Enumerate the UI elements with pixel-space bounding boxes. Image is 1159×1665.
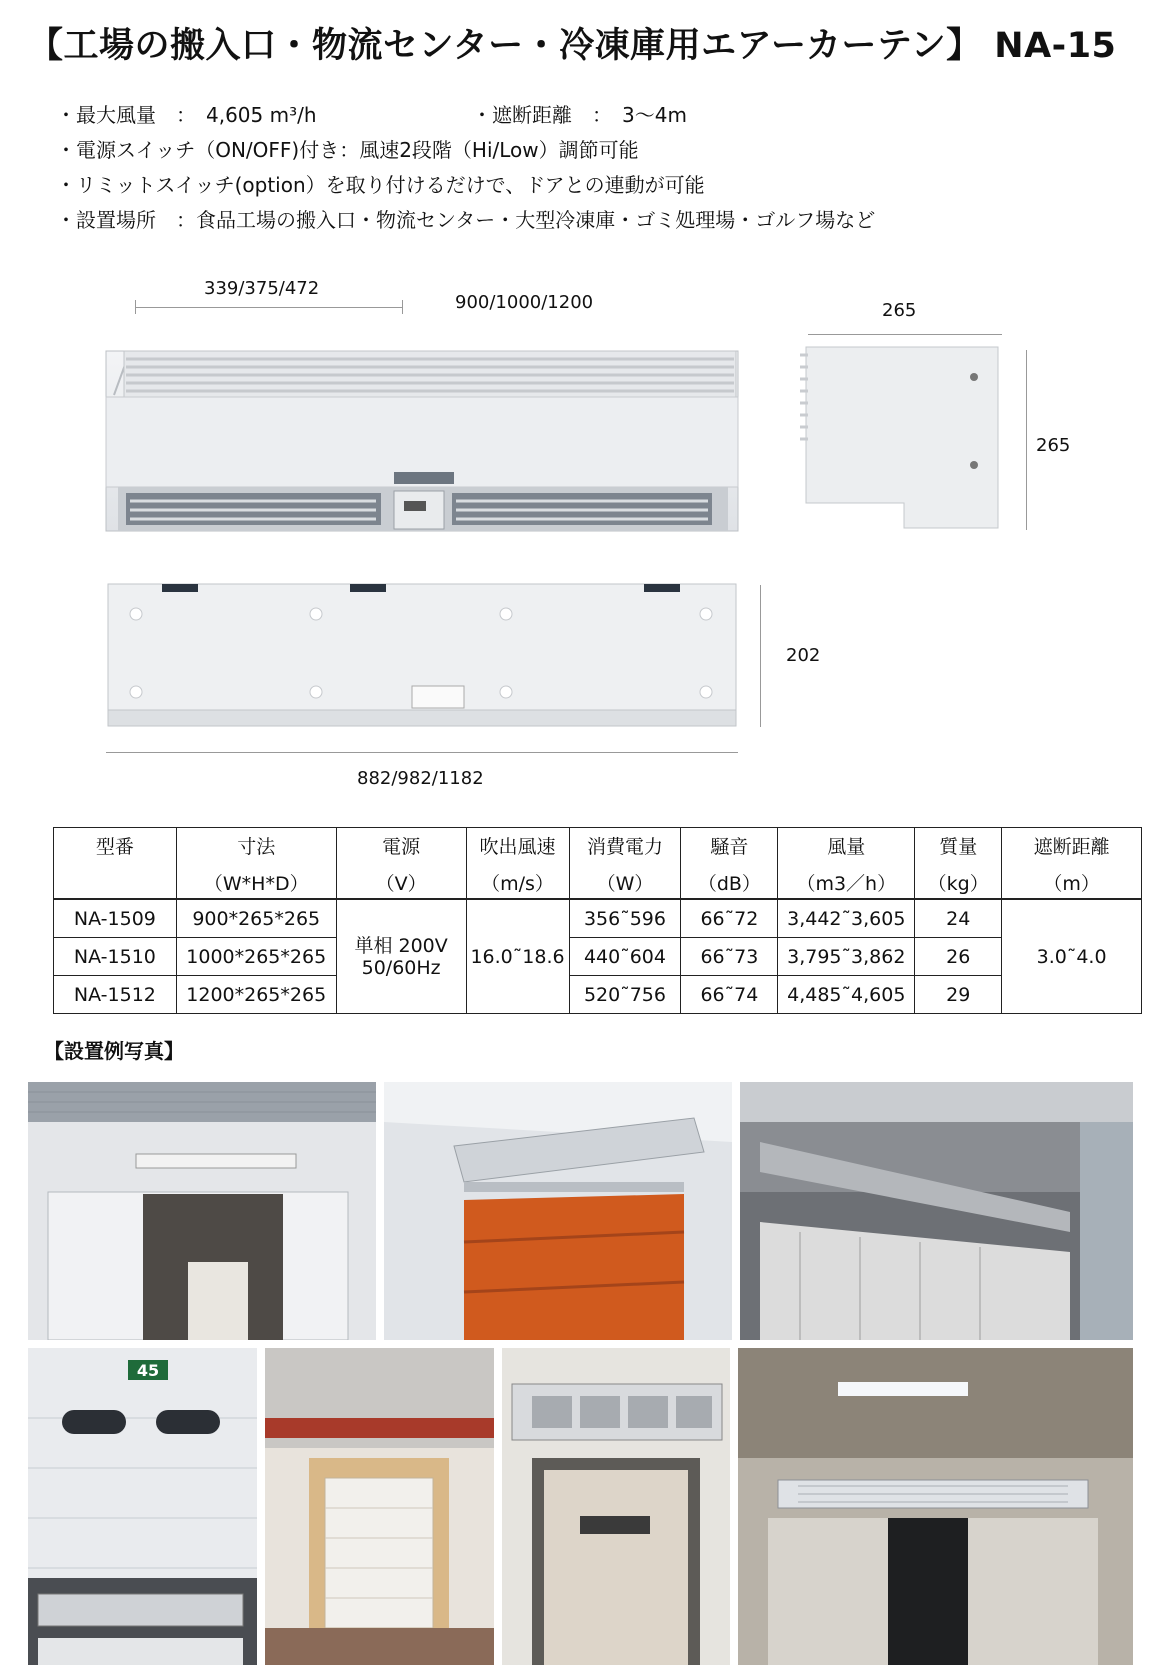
cell-mass: 24 xyxy=(915,899,1002,938)
cell-model: NA-1509 xyxy=(54,899,177,938)
block-distance-spec: ・遮断距離 ： 3～4m xyxy=(472,103,687,127)
table-row xyxy=(54,899,1142,938)
back-height-line xyxy=(760,585,761,727)
cell-noise: 66˜72 xyxy=(681,899,778,938)
cell-speed-merged: 16.0˜18.6 xyxy=(466,899,569,1014)
unit-mass: （kg） xyxy=(915,866,1002,899)
cell-distance-merged: 3.0˜4.0 xyxy=(1002,899,1142,1014)
dimension-tick xyxy=(402,300,403,314)
header-distance: 遮断距離 xyxy=(1002,828,1142,867)
install-photo-7 xyxy=(738,1348,1133,1665)
total-width-label: 900/1000/1200 xyxy=(455,292,594,313)
header-mass: 質量 xyxy=(915,828,1002,867)
switch-feature: ・電源スイッチ（ON/OFF)付き：風速2段階（Hi/Low）調節可能 xyxy=(56,138,639,162)
install-photo-4 xyxy=(28,1348,257,1665)
side-height-line xyxy=(1026,350,1027,530)
limit-switch-feature: ・リミットスイッチ(option）を取り付けるだけで、ドアとの連動が可能 xyxy=(56,173,705,197)
cell-size: 1200*265*265 xyxy=(176,976,336,1014)
table-unit-row xyxy=(54,866,1142,899)
side-height-label: 265 xyxy=(1036,435,1071,456)
cell-model: NA-1512 xyxy=(54,976,177,1014)
cell-noise: 66˜73 xyxy=(681,938,778,976)
side-width-line xyxy=(808,334,1002,335)
unit-model xyxy=(54,866,177,899)
table-header-row xyxy=(54,828,1142,867)
unit-power: （V） xyxy=(336,866,466,899)
cell-noise: 66˜74 xyxy=(681,976,778,1014)
inlet-dimension-line xyxy=(135,307,403,308)
dock-number-sign: 45 xyxy=(136,1361,160,1380)
cell-watt: 520˜756 xyxy=(569,976,681,1014)
cell-size: 1000*265*265 xyxy=(176,938,336,976)
photos-heading: 【設置例写真】 xyxy=(44,1039,184,1063)
spec-table xyxy=(53,827,1142,1014)
install-photo-5 xyxy=(265,1348,494,1665)
table-row xyxy=(54,976,1142,1014)
power-line-2: 50/60Hz xyxy=(361,956,441,979)
dimension-tick xyxy=(135,300,136,314)
page-title: 【工場の搬入口・物流センター・冷凍庫用エアーカーテン】 NA-15 xyxy=(28,26,1117,66)
feature-list xyxy=(56,98,875,238)
cell-watt: 356˜596 xyxy=(569,899,681,938)
header-watt: 消費電力 xyxy=(569,828,681,867)
cell-airflow: 3,442˜3,605 xyxy=(778,899,915,938)
header-size: 寸法 xyxy=(176,828,336,867)
cell-airflow: 4,485˜4,605 xyxy=(778,976,915,1014)
cell-mass: 26 xyxy=(915,938,1002,976)
back-width-label: 882/982/1182 xyxy=(357,768,484,789)
install-photo-2 xyxy=(384,1082,732,1340)
back-view-diagram xyxy=(106,582,738,728)
table-row xyxy=(54,938,1142,976)
cell-mass: 29 xyxy=(915,976,1002,1014)
install-location: ・設置場所 ：食品工場の搬入口・物流センター・大型冷凍庫・ゴミ処理場・ゴルフ場など xyxy=(56,208,876,232)
install-photo-1 xyxy=(28,1082,376,1340)
install-photo-6 xyxy=(502,1348,730,1665)
inlet-width-label: 339/375/472 xyxy=(204,278,320,299)
cell-model: NA-1510 xyxy=(54,938,177,976)
back-width-line xyxy=(106,752,738,753)
power-line-1: 単相 200V xyxy=(354,934,448,957)
unit-watt: （W） xyxy=(569,866,681,899)
install-photo-3 xyxy=(740,1082,1133,1340)
unit-distance: （m） xyxy=(1002,866,1142,899)
header-model: 型番 xyxy=(54,828,177,867)
cell-size: 900*265*265 xyxy=(176,899,336,938)
unit-speed: （m/s） xyxy=(466,866,569,899)
max-airflow-spec: ・最大風量 ： 4,605 m³/h xyxy=(56,103,317,127)
header-airflow: 風量 xyxy=(778,828,915,867)
header-speed: 吹出風速 xyxy=(466,828,569,867)
unit-size: （W*H*D） xyxy=(176,866,336,899)
unit-noise: （dB） xyxy=(681,866,778,899)
header-noise: 騒音 xyxy=(681,828,778,867)
unit-airflow: （m3／h） xyxy=(778,866,915,899)
header-power: 電源 xyxy=(336,828,466,867)
side-view-diagram xyxy=(798,345,1004,530)
front-view-diagram xyxy=(104,345,740,535)
back-height-label: 202 xyxy=(786,645,821,666)
side-width-label: 265 xyxy=(882,300,917,321)
cell-airflow: 3,795˜3,862 xyxy=(778,938,915,976)
cell-power-merged xyxy=(336,899,466,1014)
cell-watt: 440˜604 xyxy=(569,938,681,976)
